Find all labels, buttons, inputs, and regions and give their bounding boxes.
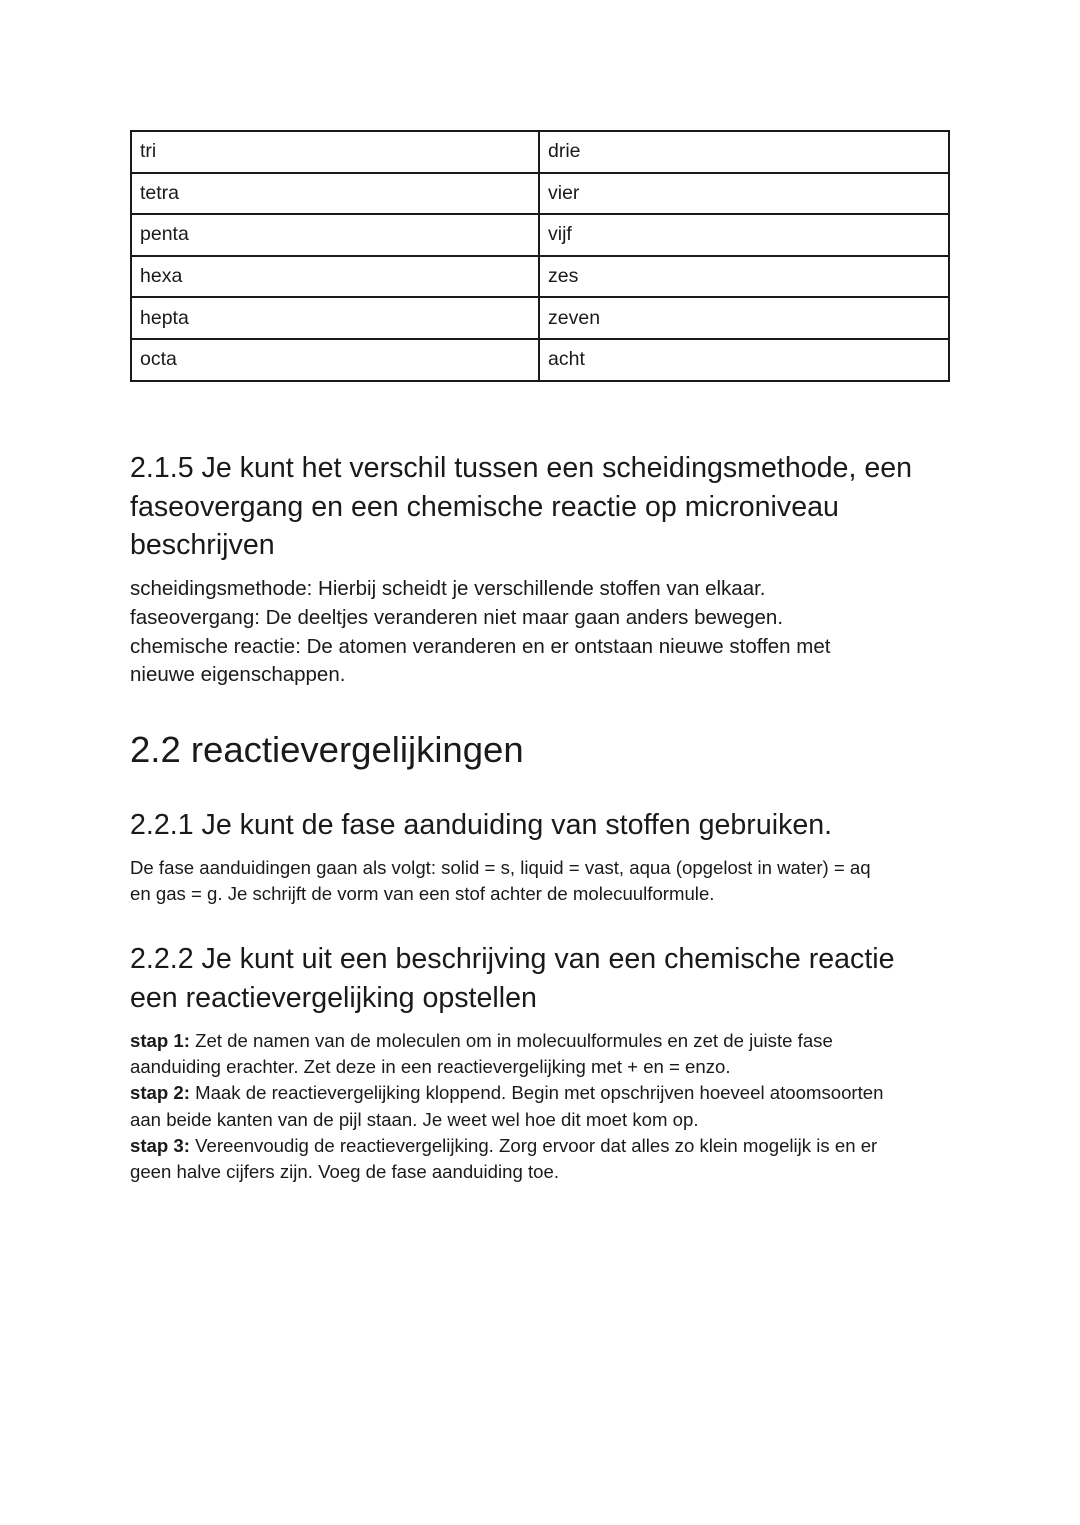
- section-2-2-1-body: [130, 855, 960, 907]
- section-2-2-2-steps: [130, 1028, 960, 1185]
- body-line: nieuwe eigenschappen.: [130, 663, 346, 687]
- heading-2-2-1: 2.2.1 Je kunt de fase aanduiding van stoffen gebruiken.: [130, 809, 833, 841]
- heading-line: 2.2.2 Je kunt uit een beschrijving van een chemische reactie: [130, 943, 895, 975]
- table-row: [131, 173, 949, 215]
- table-row: [131, 297, 949, 339]
- step-line: aan beide kanten van de pijl staan. Je weet wel hoe dit moet kom op.: [130, 1108, 699, 1130]
- table-row: [131, 256, 949, 298]
- step-line: [130, 1028, 960, 1054]
- table-row: [131, 214, 949, 256]
- prefix-cell: tri: [131, 131, 539, 173]
- heading-line: 2.1.5 Je kunt het verschil tussen een scheidingsmethode, een: [130, 452, 913, 484]
- body-line: De fase aanduidingen gaan als volgt: solid = s, liquid = vast, aqua (opgelost in water) = aq: [130, 857, 871, 878]
- meaning-cell: acht: [539, 339, 949, 381]
- heading-line: beschrijven: [130, 529, 275, 561]
- prefix-cell: hexa: [131, 256, 539, 298]
- prefix-cell: octa: [131, 339, 539, 381]
- meaning-cell: drie: [539, 131, 949, 173]
- step-text: Vereenvoudig de reactievergelijking. Zorg ervoor dat alles zo klein mogelijk is en er: [189, 1134, 878, 1156]
- prefix-cell: penta: [131, 214, 539, 256]
- heading-line: een reactievergelijking opstellen: [130, 981, 537, 1014]
- table-row: [131, 131, 949, 173]
- step-label: stap 3:: [130, 1134, 190, 1156]
- heading-2-1-5: [130, 449, 960, 565]
- prefix-cell: hepta: [131, 297, 539, 339]
- step-label: stap 2:: [130, 1082, 190, 1104]
- body-line: en gas = g. Je schrijft de vorm van een stof achter de molecuulformule.: [130, 883, 715, 905]
- prefix-table: [130, 130, 950, 382]
- meaning-cell: vijf: [539, 214, 949, 256]
- step-text: Zet de namen van de moleculen om in molecuulformules en zet de juiste fase: [189, 1030, 833, 1051]
- heading-2-2-2: [130, 940, 960, 1017]
- step-line: [130, 1133, 960, 1159]
- step-text: Maak de reactievergelijking kloppend. Begin met opschrijven hoeveel atoomsoorten: [189, 1082, 884, 1104]
- step-line: geen halve cijfers zijn. Voeg de fase aanduiding toe.: [130, 1161, 559, 1183]
- heading-line: faseovergang en een chemische reactie op microniveau: [130, 490, 839, 523]
- prefix-cell: tetra: [131, 173, 539, 215]
- body-line: chemische reactie: De atomen veranderen en er ontstaan nieuwe stoffen met: [130, 634, 831, 658]
- section-2-1-5-body: [130, 575, 960, 690]
- heading-2-2: 2.2 reactievergelijkingen: [130, 729, 524, 770]
- meaning-cell: vier: [539, 173, 949, 215]
- body-line: scheidingsmethode: Hierbij scheidt je verschillende stoffen van elkaar.: [130, 577, 766, 600]
- meaning-cell: zeven: [539, 297, 949, 339]
- step-line: [130, 1080, 960, 1106]
- meaning-cell: zes: [539, 256, 949, 298]
- table-row: [131, 339, 949, 381]
- step-line: aanduiding erachter. Zet deze in een reactievergelijking met + en = enzo.: [130, 1056, 731, 1078]
- body-line: faseovergang: De deeltjes veranderen niet maar gaan anders bewegen.: [130, 605, 784, 629]
- step-label: stap 1:: [130, 1030, 190, 1051]
